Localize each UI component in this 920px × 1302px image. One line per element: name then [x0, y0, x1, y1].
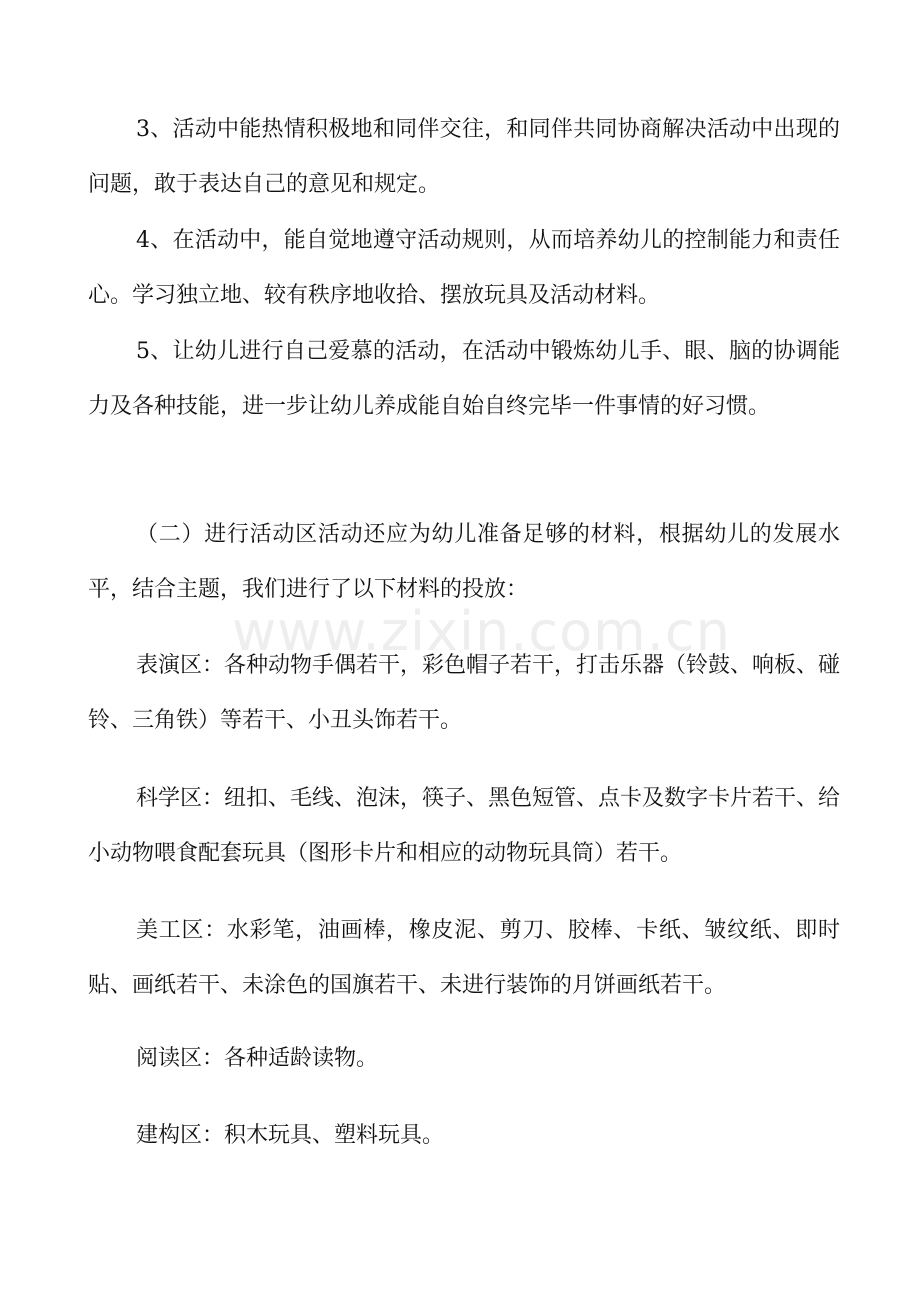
paragraph-goal-4: 4、在活动中，能自觉地遵守活动规则，从而培养幼儿的控制能力和责任心。学习独立地、较有秩序地收拾、摆放玩具及活动材料。: [88, 228, 840, 308]
paragraph-goal-5: 5、让幼儿进行自己爱慕的活动，在活动中锻炼幼儿手、眼、脑的协调能力及各种技能，进一步让幼儿养成能自始自终完毕一件事情的好习惯。: [88, 339, 840, 419]
paragraph-goal-3: 3、活动中能热情积极地和同伴交往，和同伴共同协商解决活动中出现的问题，敢于表达自己的意见和规定。: [88, 117, 840, 197]
watermark-text: www.zixin.com.cn: [232, 600, 731, 663]
paragraph-building-area: 建构区：积木玩具、塑料玩具。: [136, 1123, 445, 1148]
paragraph-performance-area: 表演区：各种动物手偶若干，彩色帽子若干，打击乐器（铃鼓、响板、碰铃、三角铁）等若干、小丑头饰若干。: [88, 653, 841, 733]
paragraph-reading-area: 阅读区：各种适龄读物。: [136, 1046, 379, 1071]
paragraph-art-area: 美工区：水彩笔，油画棒，橡皮泥、剪刀、胶棒、卡纸、皱纹纸、即时贴、画纸若干、未涂色的国旗若干、未进行装饰的月饼画纸若干。: [88, 918, 840, 998]
paragraph-section-two: （二）进行活动区活动还应为幼儿准备足够的材料，根据幼儿的发展水平，结合主题，我们进行了以下材料的投放：: [88, 522, 840, 602]
paragraph-science-area: 科学区：纽扣、毛线、泡沫，筷子、黑色短管、点卡及数字卡片若干、给小动物喂食配套玩具（图形卡片和相应的动物玩具筒）若干。: [88, 786, 841, 866]
